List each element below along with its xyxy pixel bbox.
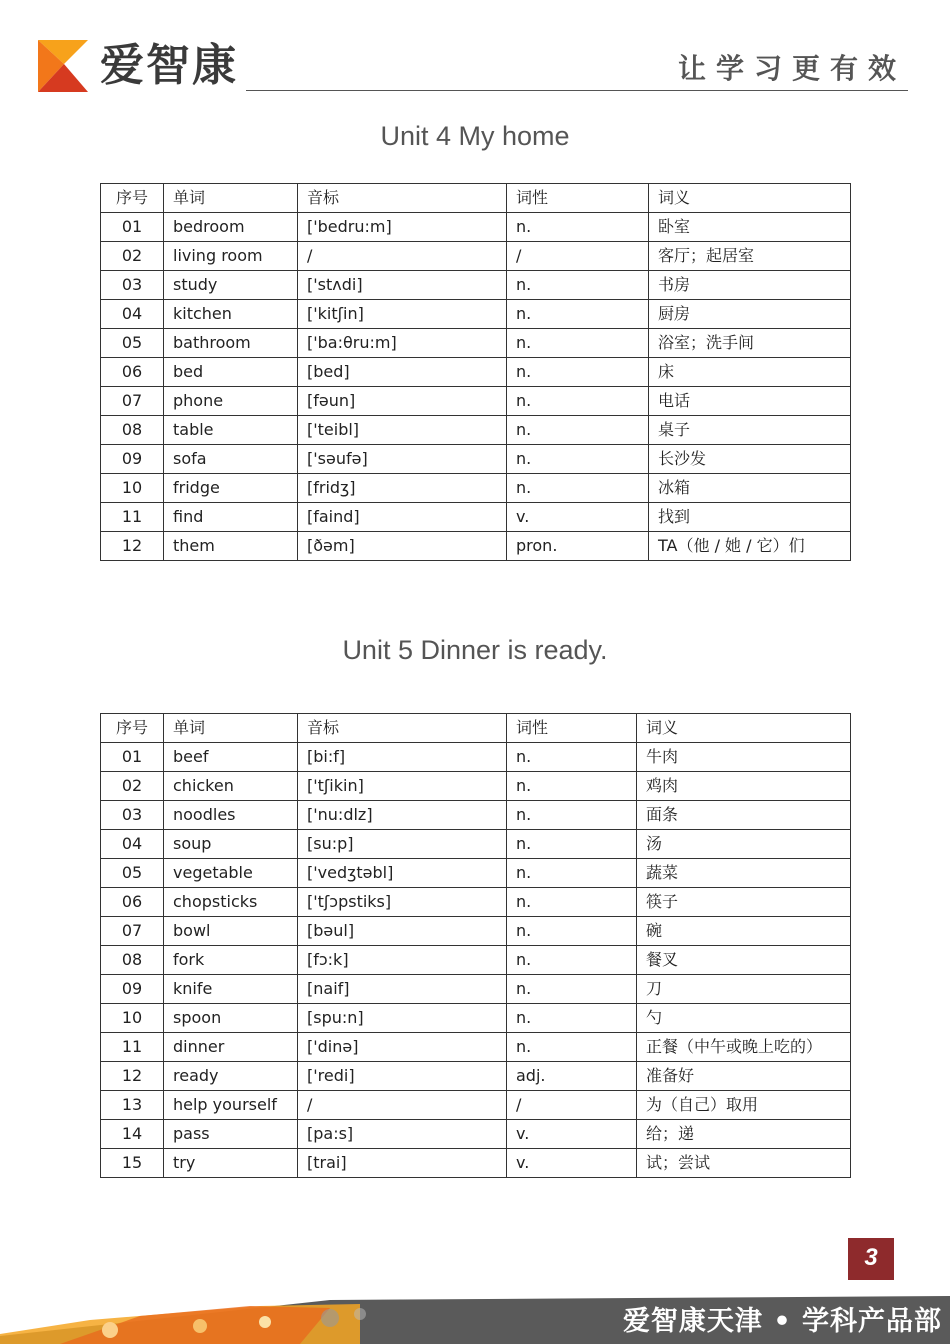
word-cell: find (164, 503, 298, 532)
table-row (101, 1149, 851, 1178)
phonetic-cell: [bi:f] (298, 743, 507, 772)
table-row (101, 801, 851, 830)
phonetic-cell: [bed] (298, 358, 507, 387)
row-number-cell: 12 (101, 532, 164, 561)
table-row (101, 1062, 851, 1091)
row-number-cell: 09 (101, 445, 164, 474)
part-of-speech-cell: n. (507, 975, 637, 1004)
word-cell: fridge (164, 474, 298, 503)
phonetic-cell: [ðəm] (298, 532, 507, 561)
table-row (101, 830, 851, 859)
header-cell: 单词 (164, 184, 298, 213)
row-number-cell: 08 (101, 416, 164, 445)
part-of-speech-cell: n. (507, 859, 637, 888)
meaning-cell: TA（他 / 她 / 它）们 (649, 532, 851, 561)
part-of-speech-cell: n. (507, 474, 649, 503)
meaning-cell: 勺 (637, 1004, 851, 1033)
row-number-cell: 06 (101, 358, 164, 387)
row-number-cell: 09 (101, 975, 164, 1004)
table-row (101, 743, 851, 772)
row-number-cell: 03 (101, 801, 164, 830)
row-number-cell: 13 (101, 1091, 164, 1120)
table-row (101, 387, 851, 416)
header-cell: 词性 (507, 714, 637, 743)
table-row (101, 213, 851, 242)
phonetic-cell: [spu:n] (298, 1004, 507, 1033)
phonetic-cell: [fridʒ] (298, 474, 507, 503)
header-cell: 音标 (298, 184, 507, 213)
table-row (101, 946, 851, 975)
meaning-cell: 书房 (649, 271, 851, 300)
meaning-cell: 鸡肉 (637, 772, 851, 801)
word-cell: vegetable (164, 859, 298, 888)
header-cell: 序号 (101, 184, 164, 213)
table-row (101, 859, 851, 888)
meaning-cell: 电话 (649, 387, 851, 416)
table-row (101, 271, 851, 300)
table-row (101, 1120, 851, 1149)
table-row (101, 917, 851, 946)
phonetic-cell: ['bedru:m] (298, 213, 507, 242)
row-number-cell: 02 (101, 242, 164, 271)
phonetic-cell: ['kitʃin] (298, 300, 507, 329)
part-of-speech-cell: v. (507, 503, 649, 532)
table-row (101, 975, 851, 1004)
table-row (101, 445, 851, 474)
row-number-cell: 11 (101, 1033, 164, 1062)
meaning-cell: 给；递 (637, 1120, 851, 1149)
header-cell: 序号 (101, 714, 164, 743)
word-cell: bowl (164, 917, 298, 946)
part-of-speech-cell: n. (507, 830, 637, 859)
table-row (101, 242, 851, 271)
footer-text: 爱智康天津 • 学科产品部 (622, 1306, 942, 1337)
phonetic-cell: [fəun] (298, 387, 507, 416)
row-number-cell: 08 (101, 946, 164, 975)
word-cell: beef (164, 743, 298, 772)
meaning-cell: 为（自己）取用 (637, 1091, 851, 1120)
row-number-cell: 12 (101, 1062, 164, 1091)
unit5-vocab-table (100, 713, 851, 1178)
part-of-speech-cell: n. (507, 271, 649, 300)
brand-logo-icon (38, 40, 88, 92)
meaning-cell: 蔬菜 (637, 859, 851, 888)
phonetic-cell: ['teibl] (298, 416, 507, 445)
phonetic-cell: ['tʃɔpstiks] (298, 888, 507, 917)
part-of-speech-cell: n. (507, 772, 637, 801)
phonetic-cell: ['tʃikin] (298, 772, 507, 801)
word-cell: sofa (164, 445, 298, 474)
word-cell: them (164, 532, 298, 561)
row-number-cell: 10 (101, 1004, 164, 1033)
table-row (101, 300, 851, 329)
row-number-cell: 06 (101, 888, 164, 917)
meaning-cell: 客厅；起居室 (649, 242, 851, 271)
word-cell: bed (164, 358, 298, 387)
table-row (101, 772, 851, 801)
row-number-cell: 07 (101, 387, 164, 416)
word-cell: knife (164, 975, 298, 1004)
word-cell: bathroom (164, 329, 298, 358)
meaning-cell: 冰箱 (649, 474, 851, 503)
header-cell: 单词 (164, 714, 298, 743)
part-of-speech-cell: n. (507, 743, 637, 772)
part-of-speech-cell: / (507, 1091, 637, 1120)
part-of-speech-cell: n. (507, 917, 637, 946)
part-of-speech-cell: n. (507, 213, 649, 242)
table-row (101, 532, 851, 561)
table-row (101, 1091, 851, 1120)
meaning-cell: 浴室；洗手间 (649, 329, 851, 358)
row-number-cell: 03 (101, 271, 164, 300)
phonetic-cell: [faind] (298, 503, 507, 532)
phonetic-cell: [bəul] (298, 917, 507, 946)
word-cell: study (164, 271, 298, 300)
slogan: 让学习更有效 (677, 52, 906, 85)
table-row (101, 888, 851, 917)
word-cell: pass (164, 1120, 298, 1149)
row-number-cell: 01 (101, 213, 164, 242)
part-of-speech-cell: adj. (507, 1062, 637, 1091)
table-row (101, 1033, 851, 1062)
header-cell: 词义 (637, 714, 851, 743)
phonetic-cell: ['stʌdi] (298, 271, 507, 300)
part-of-speech-cell: n. (507, 358, 649, 387)
part-of-speech-cell: n. (507, 329, 649, 358)
part-of-speech-cell: pron. (507, 532, 649, 561)
part-of-speech-cell: n. (507, 946, 637, 975)
meaning-cell: 试；尝试 (637, 1149, 851, 1178)
word-cell: help yourself (164, 1091, 298, 1120)
phonetic-cell: ['səufə] (298, 445, 507, 474)
part-of-speech-cell: n. (507, 300, 649, 329)
brand-name: 爱智康 (100, 40, 238, 91)
meaning-cell: 正餐（中午或晚上吃的） (637, 1033, 851, 1062)
table-row (101, 1004, 851, 1033)
word-cell: spoon (164, 1004, 298, 1033)
part-of-speech-cell: n. (507, 416, 649, 445)
word-cell: chicken (164, 772, 298, 801)
phonetic-cell: [fɔ:k] (298, 946, 507, 975)
word-cell: noodles (164, 801, 298, 830)
part-of-speech-cell: n. (507, 1033, 637, 1062)
row-number-cell: 11 (101, 503, 164, 532)
part-of-speech-cell: n. (507, 1004, 637, 1033)
word-cell: dinner (164, 1033, 298, 1062)
header-cell: 音标 (298, 714, 507, 743)
word-cell: phone (164, 387, 298, 416)
phonetic-cell: ['ba:θru:m] (298, 329, 507, 358)
row-number-cell: 01 (101, 743, 164, 772)
phonetic-cell: / (298, 242, 507, 271)
row-number-cell: 10 (101, 474, 164, 503)
row-number-cell: 04 (101, 830, 164, 859)
phonetic-cell: ['redi] (298, 1062, 507, 1091)
word-cell: living room (164, 242, 298, 271)
meaning-cell: 长沙发 (649, 445, 851, 474)
table-row (101, 329, 851, 358)
table-header-row (101, 184, 851, 213)
part-of-speech-cell: n. (507, 387, 649, 416)
part-of-speech-cell: v. (507, 1149, 637, 1178)
row-number-cell: 14 (101, 1120, 164, 1149)
meaning-cell: 牛肉 (637, 743, 851, 772)
meaning-cell: 桌子 (649, 416, 851, 445)
row-number-cell: 05 (101, 329, 164, 358)
part-of-speech-cell: n. (507, 888, 637, 917)
unit5-title: Unit 5 Dinner is ready. (342, 635, 608, 665)
header-divider (246, 90, 908, 91)
row-number-cell: 07 (101, 917, 164, 946)
table-row (101, 474, 851, 503)
phonetic-cell: ['dinə] (298, 1033, 507, 1062)
word-cell: fork (164, 946, 298, 975)
meaning-cell: 汤 (637, 830, 851, 859)
meaning-cell: 卧室 (649, 213, 851, 242)
phonetic-cell: ['nu:dlz] (298, 801, 507, 830)
word-cell: try (164, 1149, 298, 1178)
row-number-cell: 02 (101, 772, 164, 801)
meaning-cell: 筷子 (637, 888, 851, 917)
table-row (101, 358, 851, 387)
meaning-cell: 厨房 (649, 300, 851, 329)
row-number-cell: 05 (101, 859, 164, 888)
phonetic-cell: [trai] (298, 1149, 507, 1178)
meaning-cell: 面条 (637, 801, 851, 830)
word-cell: chopsticks (164, 888, 298, 917)
phonetic-cell: [pa:s] (298, 1120, 507, 1149)
part-of-speech-cell: / (507, 242, 649, 271)
part-of-speech-cell: v. (507, 1120, 637, 1149)
header-cell: 词义 (649, 184, 851, 213)
table-row (101, 503, 851, 532)
word-cell: ready (164, 1062, 298, 1091)
table-row (101, 416, 851, 445)
page-number-badge: 3 (848, 1238, 894, 1280)
meaning-cell: 准备好 (637, 1062, 851, 1091)
meaning-cell: 床 (649, 358, 851, 387)
word-cell: soup (164, 830, 298, 859)
phonetic-cell: / (298, 1091, 507, 1120)
word-cell: kitchen (164, 300, 298, 329)
word-cell: bedroom (164, 213, 298, 242)
word-cell: table (164, 416, 298, 445)
table-header-row (101, 714, 851, 743)
part-of-speech-cell: n. (507, 445, 649, 474)
unit4-title: Unit 4 My home (380, 121, 570, 151)
unit4-vocab-table (100, 183, 851, 561)
phonetic-cell: ['vedʒtəbl] (298, 859, 507, 888)
meaning-cell: 找到 (649, 503, 851, 532)
row-number-cell: 04 (101, 300, 164, 329)
phonetic-cell: [naif] (298, 975, 507, 1004)
part-of-speech-cell: n. (507, 801, 637, 830)
meaning-cell: 餐叉 (637, 946, 851, 975)
header-cell: 词性 (507, 184, 649, 213)
meaning-cell: 刀 (637, 975, 851, 1004)
meaning-cell: 碗 (637, 917, 851, 946)
phonetic-cell: [su:p] (298, 830, 507, 859)
row-number-cell: 15 (101, 1149, 164, 1178)
